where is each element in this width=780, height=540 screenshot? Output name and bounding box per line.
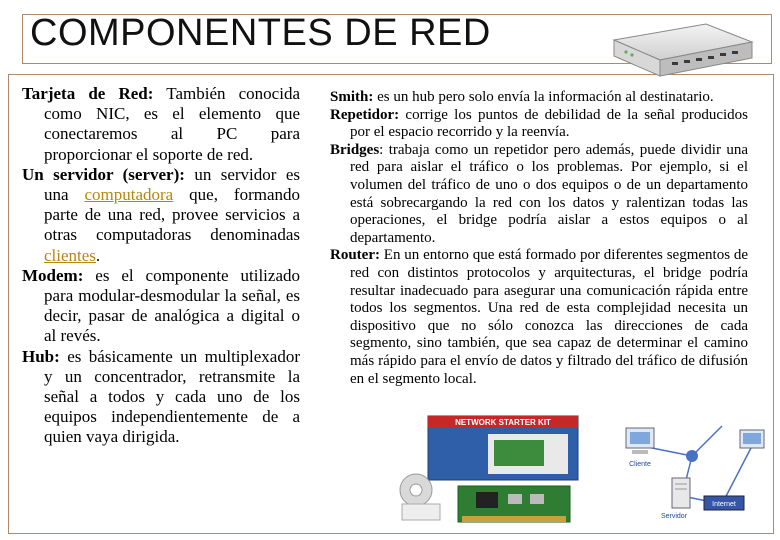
server-text-b: que, formando parte de una red, provee servicios a otras computadoras denominadas: [44, 185, 300, 245]
computadora-link[interactable]: computadora: [84, 185, 174, 205]
page-title: COMPONENTES DE RED: [30, 12, 491, 54]
hub-term: Hub:: [22, 346, 60, 366]
clientes-link[interactable]: clientes: [44, 245, 96, 265]
internet-label: Internet: [712, 501, 736, 508]
bridge-definition: [330, 142, 748, 248]
repeater-definition: [330, 107, 748, 142]
repeater-term: Repetidor:: [330, 106, 400, 123]
nic-text: También conocida como NIC, es el elemento que conectaremos al PC para proporcionar el soporte de red.: [44, 84, 300, 164]
nic-definition: [22, 84, 300, 165]
right-column: [330, 89, 748, 388]
bridge-text: : trabaja como un repetidor pero además, puede dividir una red para aislar el tráfico o los problemas. Por ejemplo, si el volumen del tráfico de uno o dos equipos o de un departamento está sobrecargando la red con los datos y ralentizan todas las operaciones, el bridge podría aislar a estos equipos o al departamento.: [350, 141, 748, 246]
network-kit-image: [398, 412, 598, 530]
switch-term: Smith:: [330, 89, 374, 105]
switch-text: es un hub pero solo envía la información al destinatario.: [373, 89, 714, 105]
modem-text: es el componente utilizado para modular-desmodular la señal, es decir, pasar de analógica a digital o al revés.: [44, 265, 300, 346]
repeater-text: corrige los puntos de debilidad de la señal producidos por el espacio recorrido y la reenvía.: [350, 106, 748, 141]
hub-device-image: [600, 10, 760, 85]
server-tower-icon: [672, 478, 690, 508]
bridge-term: Bridges: [330, 141, 380, 158]
hub-text: es básicamente un multiplexador y un concentrador, retransmite la señal a todos y cada uno de los equipos independientemente de a quien vaya dirigida.: [44, 346, 300, 447]
nic-term: Tarjeta de Red:: [22, 84, 154, 103]
client-label: Cliente: [629, 461, 651, 468]
left-column: [22, 84, 300, 448]
switch-definition: [330, 89, 748, 107]
remote-computer-icon: [740, 430, 764, 448]
router-term: Router:: [330, 247, 380, 264]
kit-box-label: NETWORK STARTER KIT: [455, 418, 551, 427]
server-term: Un servidor (server):: [22, 164, 185, 184]
hub-definition: [22, 347, 300, 448]
network-diagram-image: [612, 386, 772, 526]
server-text-c: .: [95, 245, 101, 265]
server-label: Servidor: [660, 513, 688, 520]
router-icon: [686, 450, 698, 462]
diagram-link: [692, 426, 722, 456]
router-text: En un entorno que está formado por diferentes segmentos de red con distintos protocolos y arquitecturas, el bridge podría resultar inadecuado para asegurar una comunicación rápida entre todos los segmentos. Una red de esta complejidad necesita un dispositivo que no sólo conozca las direcciones de cada segmento, sino también, que sea capaz de determinar el camino más rápido para el envío de datos y filtrado del tráfico de difusión en el segmento local.: [350, 247, 748, 387]
server-text-a: un servidor es una: [44, 164, 300, 205]
modem-definition: [22, 266, 300, 347]
diagram-link: [722, 446, 752, 504]
router-definition: [330, 247, 748, 388]
modem-term: Modem:: [22, 265, 84, 285]
client-computer-icon: [626, 428, 654, 454]
server-definition: [22, 165, 300, 266]
